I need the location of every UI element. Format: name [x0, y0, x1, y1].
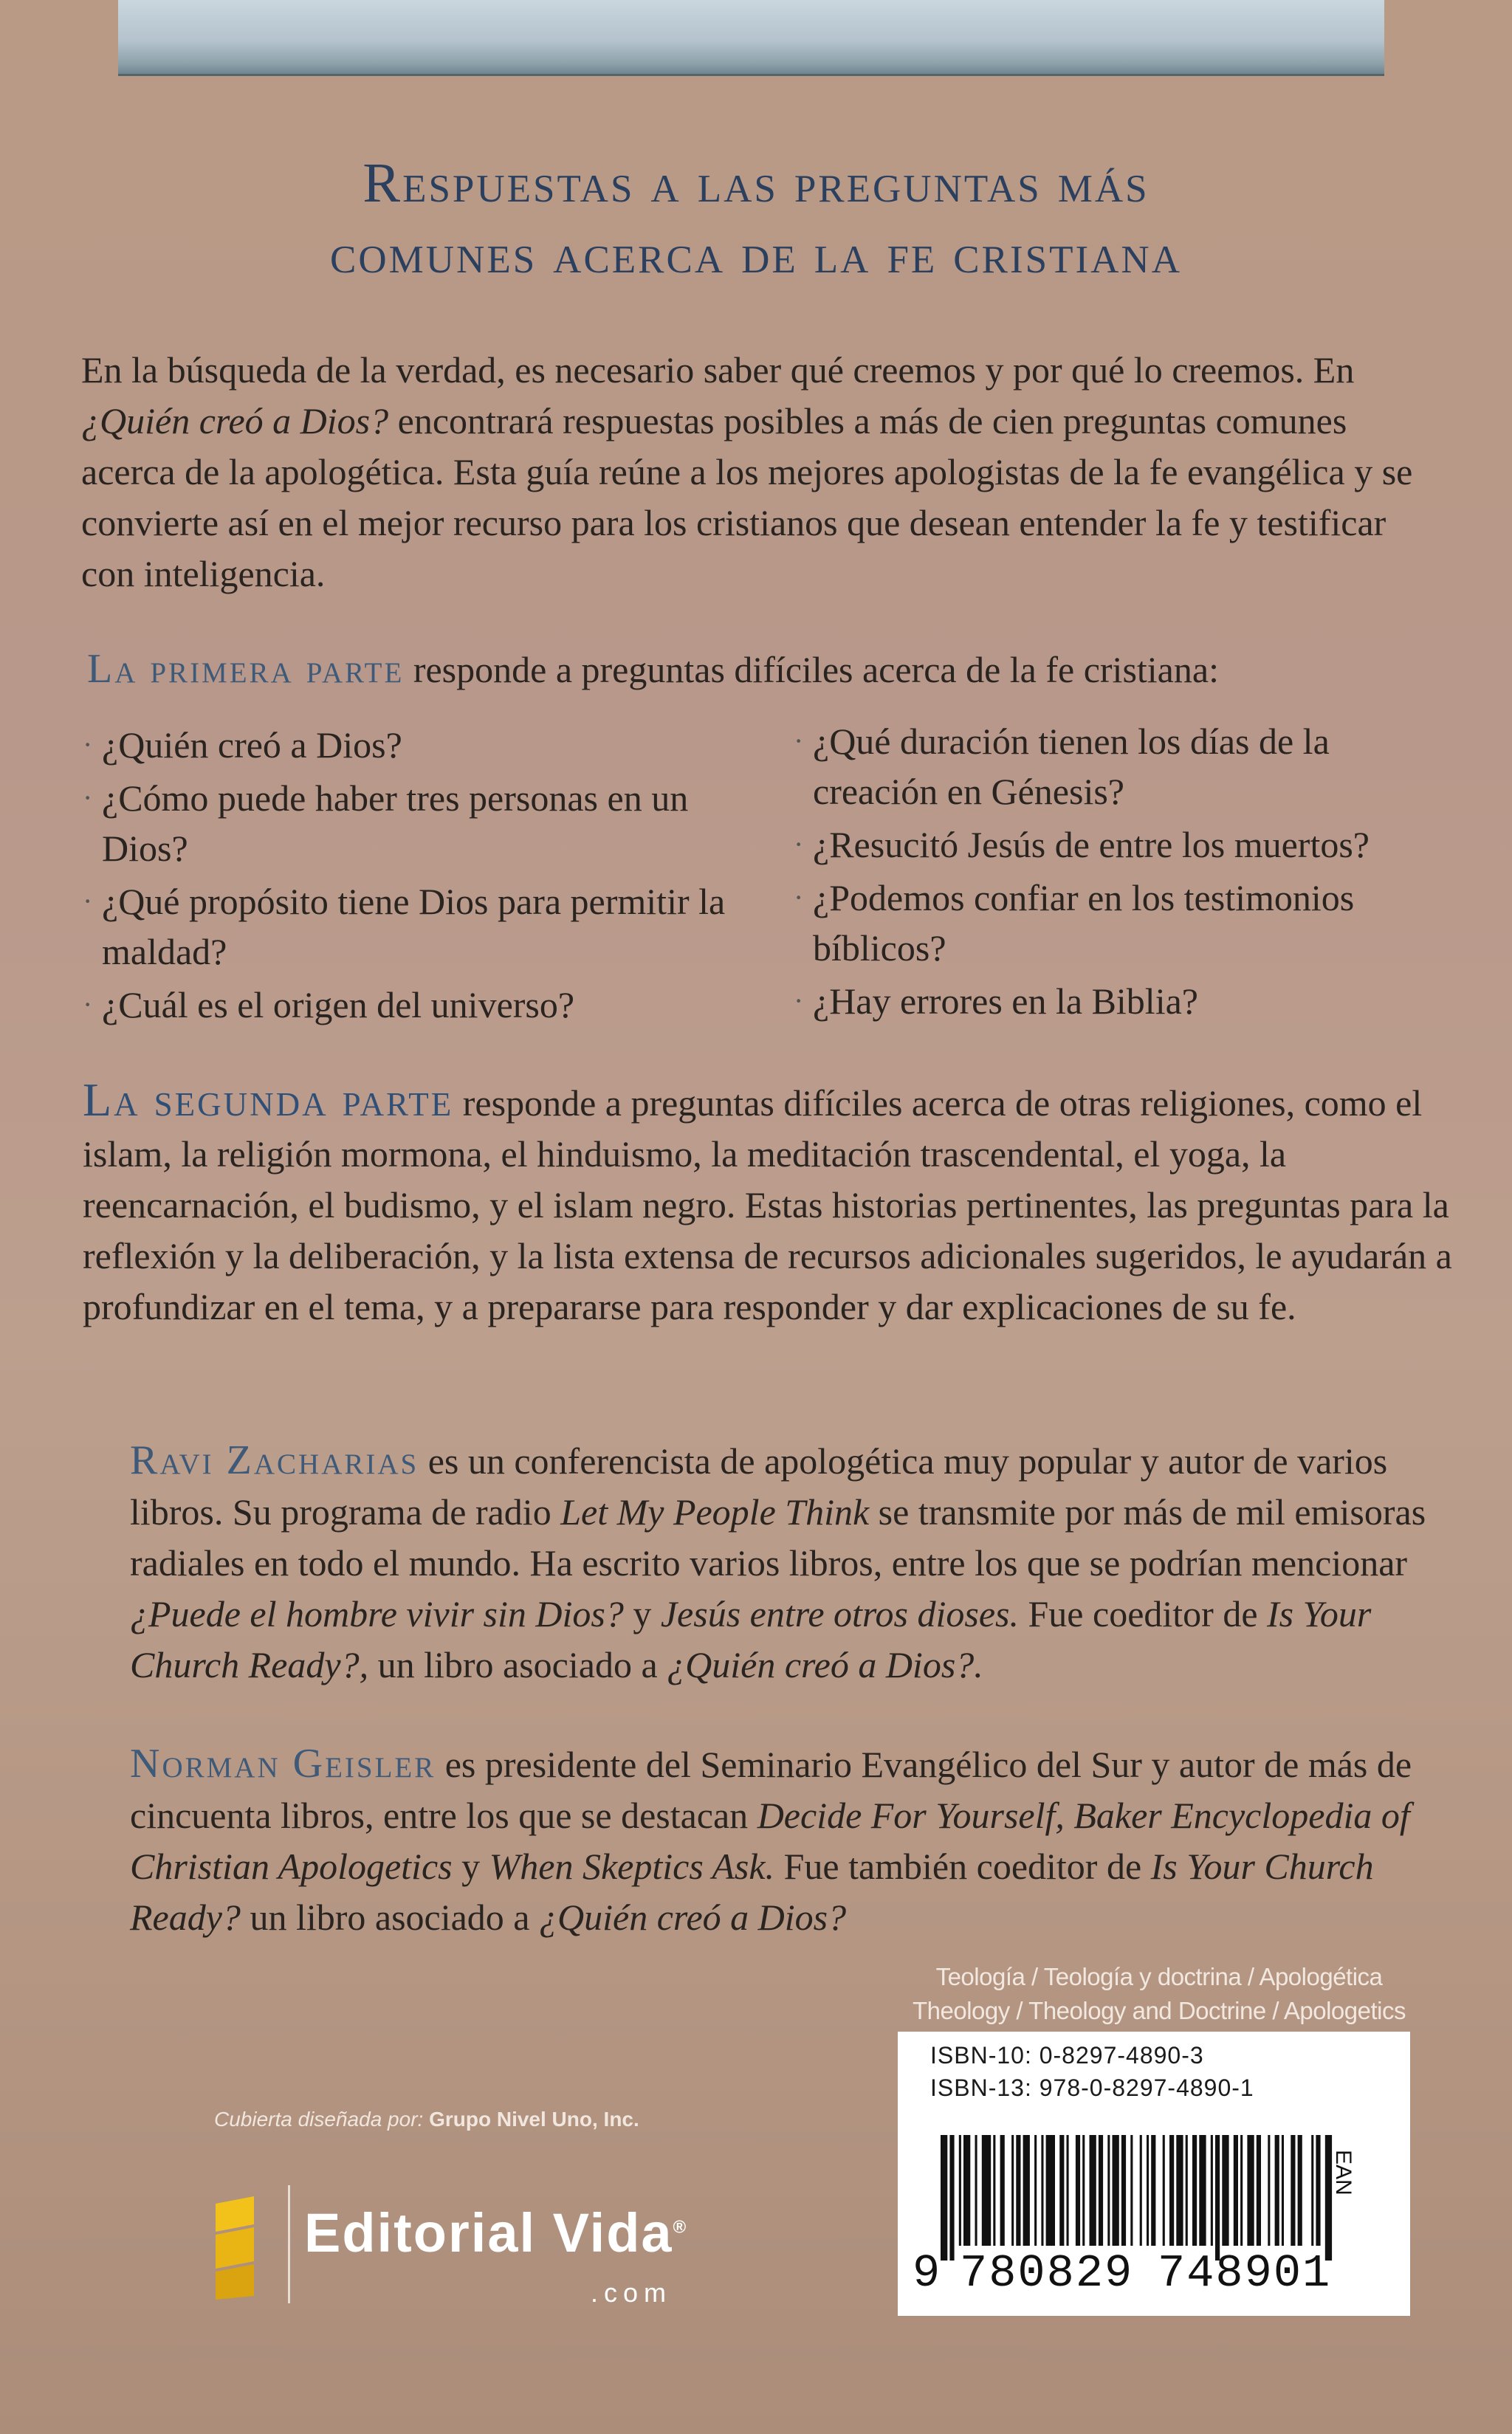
list-item: · ¿Hay errores en la Biblia?: [794, 980, 1198, 1022]
cover-designer-credit: [214, 2108, 639, 2131]
barcode-bar: [963, 2135, 970, 2246]
barcode-bar: [1082, 2135, 1085, 2246]
part1-left-list: [83, 720, 769, 1033]
barcode-bar: [1282, 2135, 1284, 2246]
barcode-bar: [1076, 2135, 1080, 2246]
barcode-bar: [941, 2135, 947, 2261]
barcode-bar: [1107, 2135, 1110, 2246]
part1-right-list: [794, 716, 1480, 1029]
barcode-bar: [949, 2135, 954, 2261]
designer-label: Cubierta diseñada por:: [214, 2108, 424, 2131]
publisher-logo-icon: [208, 2196, 267, 2300]
barcode-bar: [993, 2135, 995, 2246]
headline-line-2: comunes acerca de la fe cristiana: [330, 223, 1182, 285]
logo-divider: [288, 2185, 290, 2303]
barcode-bar: [1067, 2135, 1069, 2246]
barcode-bar: [1268, 2135, 1270, 2246]
author-name: Norman Geisler: [130, 1741, 436, 1787]
barcode-bar: [1311, 2135, 1313, 2246]
author-name: Ravi Zacharias: [130, 1437, 419, 1483]
barcode-digits-right: 748901: [1158, 2247, 1332, 2300]
part1-heading: [87, 644, 1460, 695]
barcode-bar: [1034, 2135, 1037, 2246]
barcode-digits-left: 780829: [960, 2247, 1134, 2300]
part2-rest: responde a preguntas difíciles acerca de otras religiones, como el islam, la religión mormona, el hinduismo, la meditación trascendental, el yoga, la reencarnación, el budismo, y el islam negro. Estas historias pertinentes, las preguntas para la reflexión y la deliberación, y la lista extensa de recursos adicionales sugeridos, le ayudarán a profundizar en el tema, y a prepararse para responder y dar explicaciones de su fe.: [83, 1082, 1452, 1327]
isbn-13: ISBN-13: 978-0-8297-4890-1: [930, 2074, 1254, 2101]
barcode-bar: [1211, 2135, 1213, 2246]
list-item: · ¿Resucitó Jesús de entre los muertos?: [794, 824, 1370, 865]
barcode-bar: [1090, 2135, 1096, 2246]
publisher-logo-text: [304, 2201, 687, 2264]
headline-line-1: Respuestas a las preguntas más: [362, 152, 1150, 214]
barcode-bar: [1151, 2135, 1155, 2246]
barcode-bar: [1291, 2135, 1295, 2246]
category-english: Theology / Theology and Doctrine / Apologetics: [913, 1997, 1406, 2024]
barcode-bar: [1113, 2135, 1119, 2246]
barcode-bar: [1059, 2135, 1064, 2246]
barcode-bar: [1247, 2135, 1254, 2246]
barcode-bar: [1234, 2135, 1238, 2246]
barcode-bar: [1130, 2135, 1133, 2246]
list-item: · ¿Qué duración tienen los días de la creación en Génesis?: [794, 721, 1330, 812]
category-label: [908, 1960, 1410, 2028]
author-bio-zacharias: Ravi Zacharias es un conferencista de apologética muy popular y autor de varios libros. Su programa de radio Let My People Think se transmite por más de mil emisoras radiales en todo el mundo. Ha escrito varios libros, entre los que se podrían mencionar ¿Puede el hombre vivir sin Dios? y Jesús entre otros dioses. Fue coeditor de Is Your Church Ready?, un libro asociado a ¿Quién creó a Dios?.: [130, 1437, 1426, 1685]
barcode-bar: [1147, 2135, 1149, 2246]
barcode-bar: [1000, 2135, 1005, 2246]
barcode-bar: [1011, 2135, 1014, 2246]
barcode-bar: [1176, 2135, 1183, 2246]
list-item: · ¿Cuál es el origen del universo?: [83, 984, 575, 1025]
list-item: · ¿Cómo puede haber tres personas en un Dios?: [83, 777, 689, 869]
barcode: [941, 2135, 1339, 2261]
barcode-bar: [1023, 2135, 1030, 2246]
barcode-bar: [1192, 2135, 1197, 2246]
author-bio-geisler: Norman Geisler es presidente del Seminario Evangélico del Sur y autor de más de cincuenta libros, entre los que se destacan Decide For Yourself, Baker Encyclopedia of Christian Apologetics y When Skeptics Ask. Fue también coeditor de Is Your Church Ready? un libro asociado a ¿Quién creó a Dios?: [130, 1741, 1412, 1938]
list-item: · ¿Quién creó a Dios?: [83, 724, 402, 766]
ean-label: EAN: [1331, 2150, 1355, 2196]
cover-photo-strip: [118, 0, 1384, 76]
barcode-bar: [1215, 2135, 1220, 2261]
barcode-digit-first: 9: [913, 2247, 941, 2300]
list-item: · ¿Podemos confiar en los testimonios bíblicos?: [794, 877, 1355, 969]
intro-book-title: ¿Quién creó a Dios?: [81, 400, 389, 441]
barcode-bar: [1240, 2135, 1243, 2246]
registered-mark: ®: [673, 2217, 688, 2238]
publisher-name-a: Editorial: [304, 2202, 537, 2263]
part1-rest: responde a preguntas difíciles acerca de la fe cristiana:: [404, 649, 1219, 690]
barcode-bar: [1046, 2135, 1055, 2246]
barcode-bar: [1222, 2135, 1228, 2246]
barcode-bar: [959, 2135, 961, 2246]
barcode-bar: [1099, 2135, 1103, 2246]
barcode-bar: [975, 2135, 977, 2246]
barcode-bar: [1316, 2135, 1320, 2246]
headline: [0, 148, 1512, 289]
barcode-panel: [898, 2032, 1410, 2316]
barcode-bar: [1298, 2135, 1302, 2246]
isbn-10: ISBN-10: 0-8297-4890-3: [930, 2042, 1204, 2069]
part2-paragraph: [83, 1074, 1456, 1333]
part1-lead: La primera parte: [87, 646, 405, 692]
part2-lead: La segunda parte: [83, 1073, 454, 1126]
barcode-bar: [982, 2135, 991, 2246]
barcode-bar: [1199, 2135, 1206, 2246]
publisher-domain-suffix: .com: [591, 2277, 673, 2308]
barcode-bar: [1169, 2135, 1174, 2246]
designer-name: Grupo Nivel Uno, Inc.: [429, 2108, 639, 2131]
intro-text-a: En la búsqueda de la verdad, es necesario saber qué creemos y por qué lo creemos. En: [81, 349, 1355, 391]
category-spanish: Teología / Teología y doctrina / Apologética: [935, 1963, 1383, 1990]
barcode-bar: [1041, 2135, 1043, 2246]
publisher-name-b: Vida: [552, 2202, 673, 2263]
barcode-bar: [1275, 2135, 1279, 2246]
barcode-bar: [1140, 2135, 1142, 2246]
list-item: · ¿Qué propósito tiene Dios para permitir la maldad?: [83, 881, 726, 972]
barcode-bar: [1186, 2135, 1188, 2246]
barcode-bar: [1257, 2135, 1261, 2246]
intro-paragraph: [81, 345, 1440, 599]
barcode-bar: [1016, 2135, 1020, 2246]
barcode-bar: [1121, 2135, 1126, 2246]
intro-text-c: encontrará respuestas posibles a más de cien preguntas comunes acerca de la apologética. Esta guía reúne a los mejores apologistas de la fe evangélica y se convierte así en el mejor recurso para los cristianos que desean entender la fe y testificar con inteligencia.: [81, 400, 1413, 594]
barcode-bar: [1163, 2135, 1165, 2246]
